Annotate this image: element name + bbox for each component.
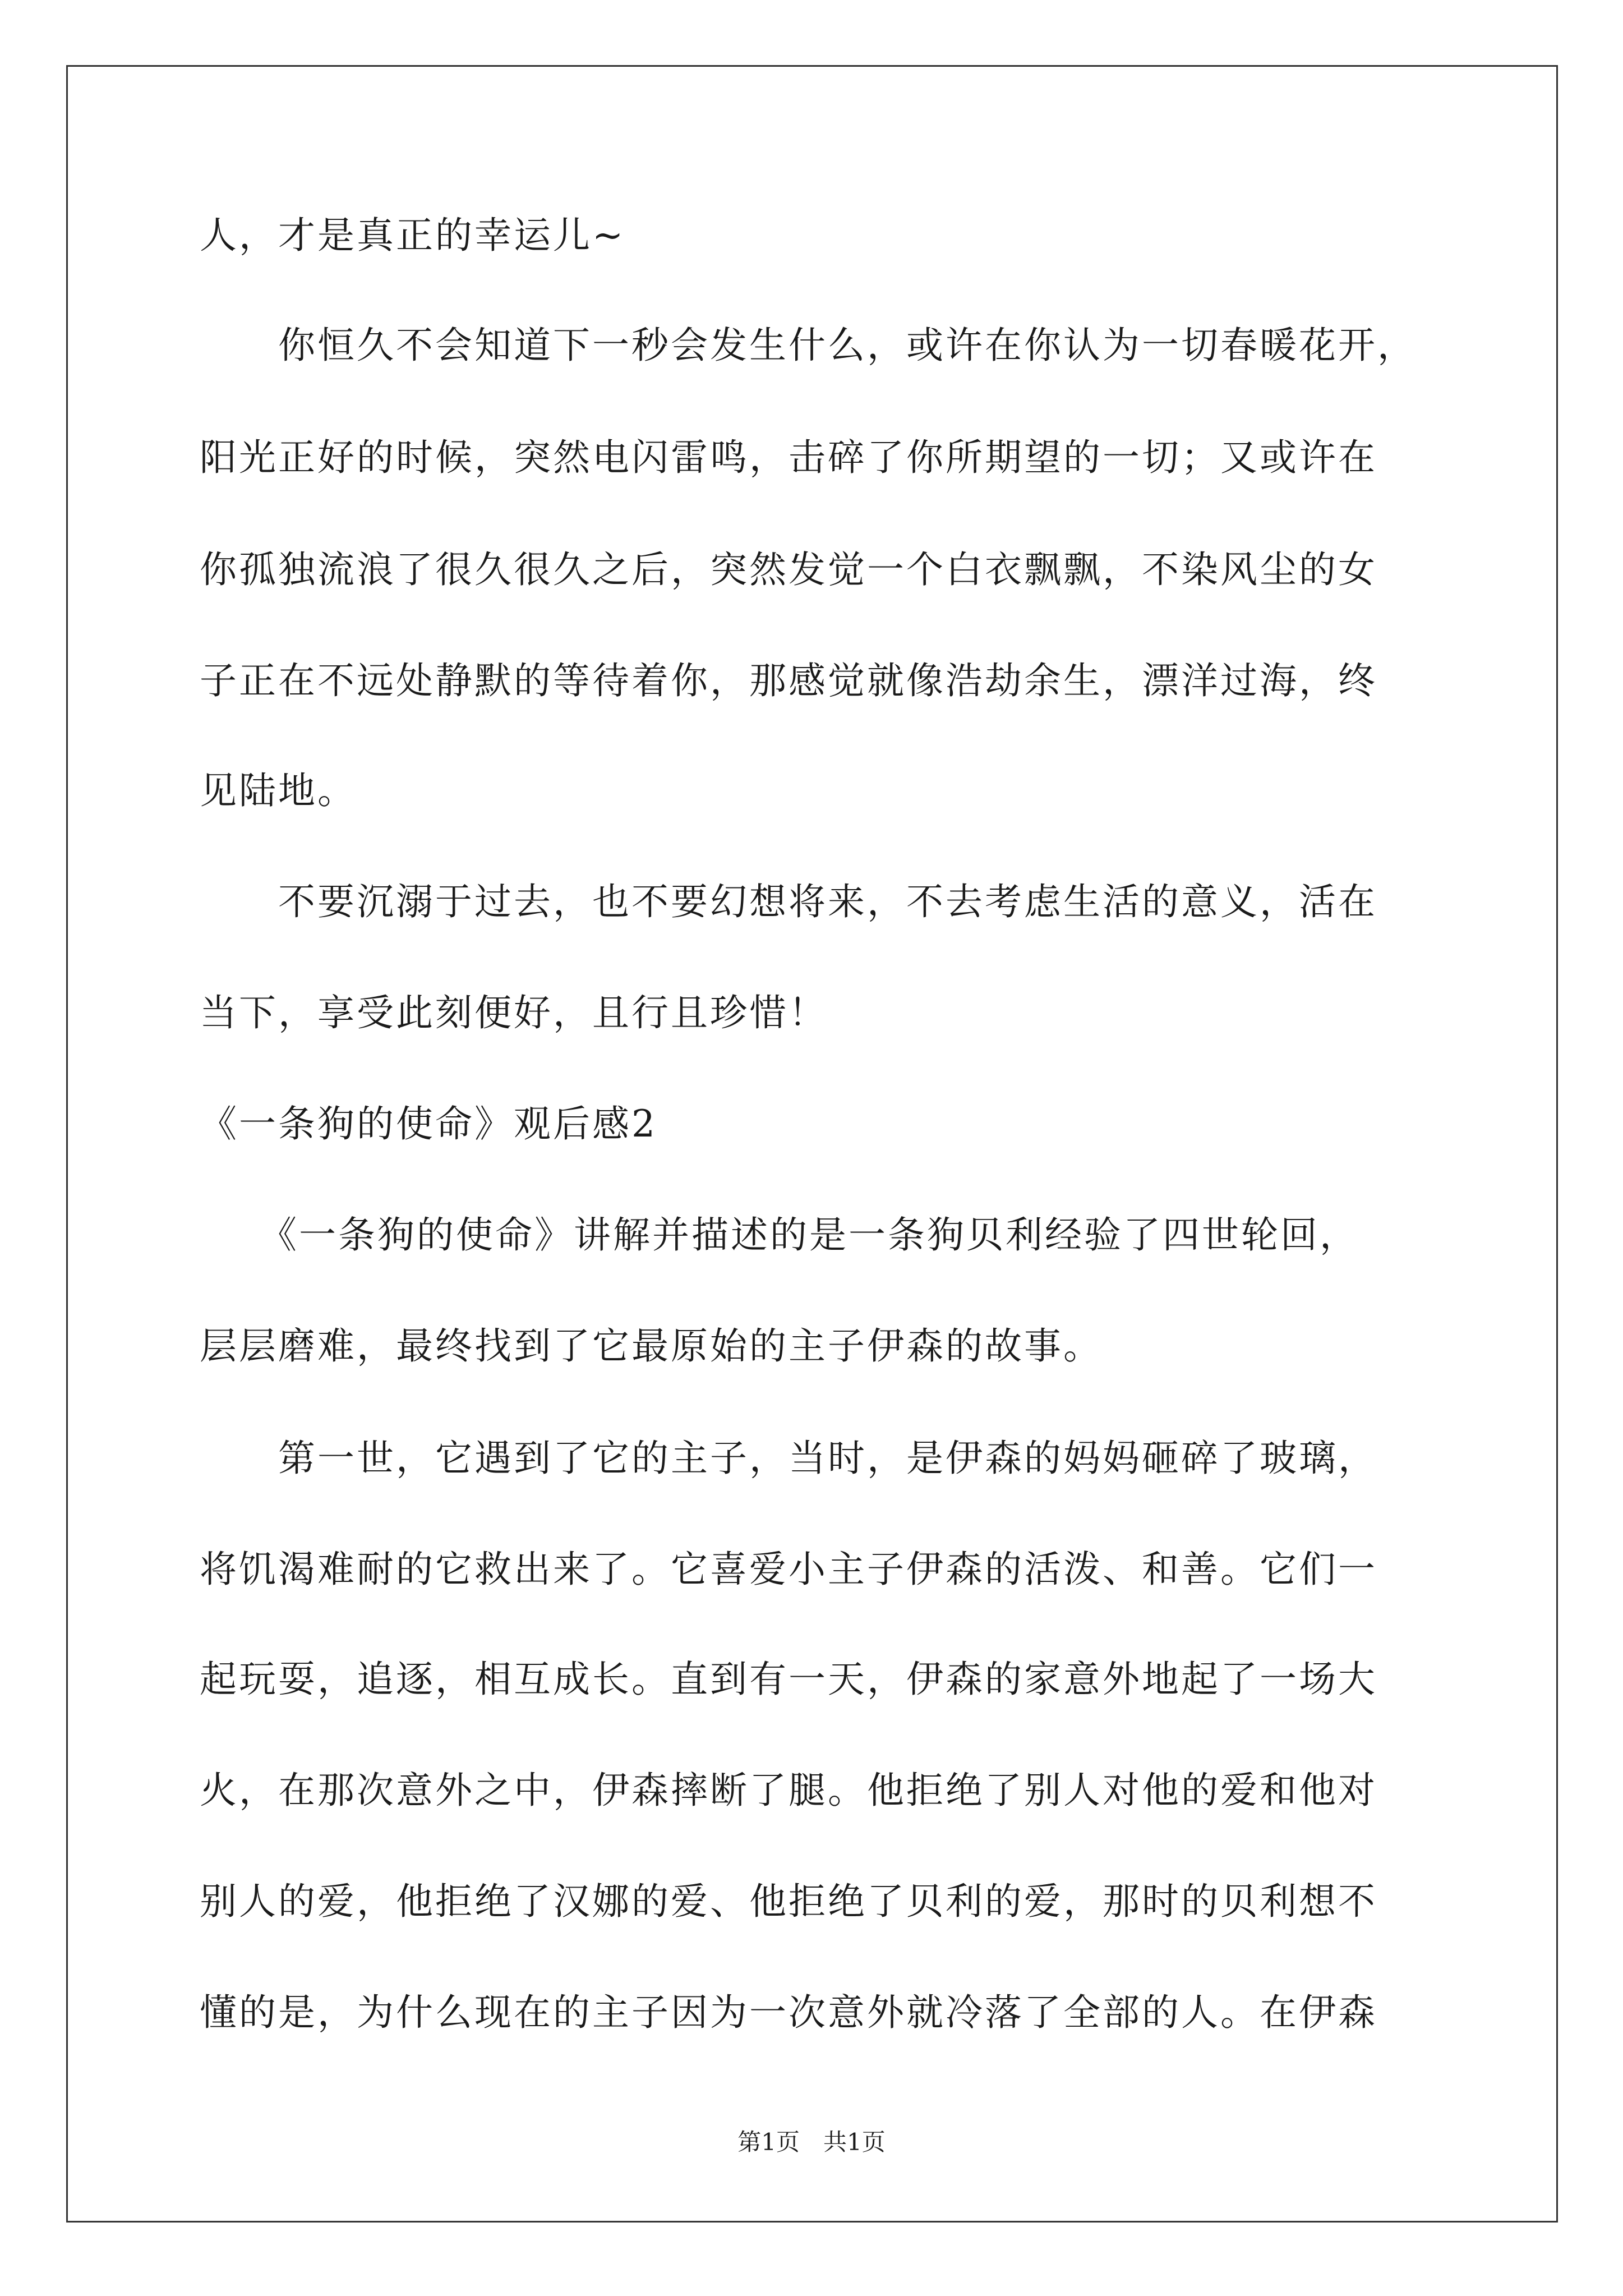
text-line: 层层磨难，最终找到了它最原始的主子伊森的故事。 (200, 1324, 1103, 1368)
text-line: 起玩耍，追逐，相互成长。直到有一天，伊森的家意外地起了一场大 (200, 1658, 1377, 1701)
text-line: 别人的爱，他拒绝了汉娜的爱、他拒绝了贝利的爱，那时的贝利想不 (200, 1880, 1377, 1923)
text-line: 见陆地。 (200, 769, 357, 812)
text-line: 阳光正好的时候，突然电闪雷鸣，击碎了你所期望的一切；又或许在 (200, 436, 1377, 479)
text-line: 《一条狗的使命》讲解并描述的是一条狗贝利经验了四世轮回， (200, 1213, 1359, 1257)
text-line: 将饥渴难耐的它救出来了。它喜爱小主子伊森的活泼、和善。它们一 (200, 1548, 1377, 1591)
page-footer: 第1页 共1页 (737, 2128, 886, 2156)
text-line: 当下，享受此刻便好，且行且珍惜！ (200, 991, 828, 1034)
text-line: 火，在那次意外之中，伊森摔断了腿。他拒绝了别人对他的爱和他对 (200, 1769, 1377, 1812)
text-line: 人，才是真正的幸运儿~ (200, 214, 626, 257)
text-line: 不要沉溺于过去，也不要幻想将来，不去考虑生活的意义，活在 (200, 880, 1377, 923)
text-line: 你孤独流浪了很久很久之后，突然发觉一个白衣飘飘，不染风尘的女 (200, 548, 1377, 591)
text-line: 懂的是，为什么现在的主子因为一次意外就冷落了全部的人。在伊森 (200, 1991, 1377, 2034)
section-heading: 《一条狗的使命》观后感2 (200, 1102, 657, 1145)
text-line: 你恒久不会知道下一秒会发生什么，或许在你认为一切春暖花开， (200, 324, 1417, 367)
text-line: 子正在不远处静默的等待着你，那感觉就像浩劫余生，漂洋过海，终 (200, 659, 1377, 702)
text-line: 第一世，它遇到了它的主子，当时，是伊森的妈妈砸碎了玻璃， (200, 1437, 1377, 1480)
